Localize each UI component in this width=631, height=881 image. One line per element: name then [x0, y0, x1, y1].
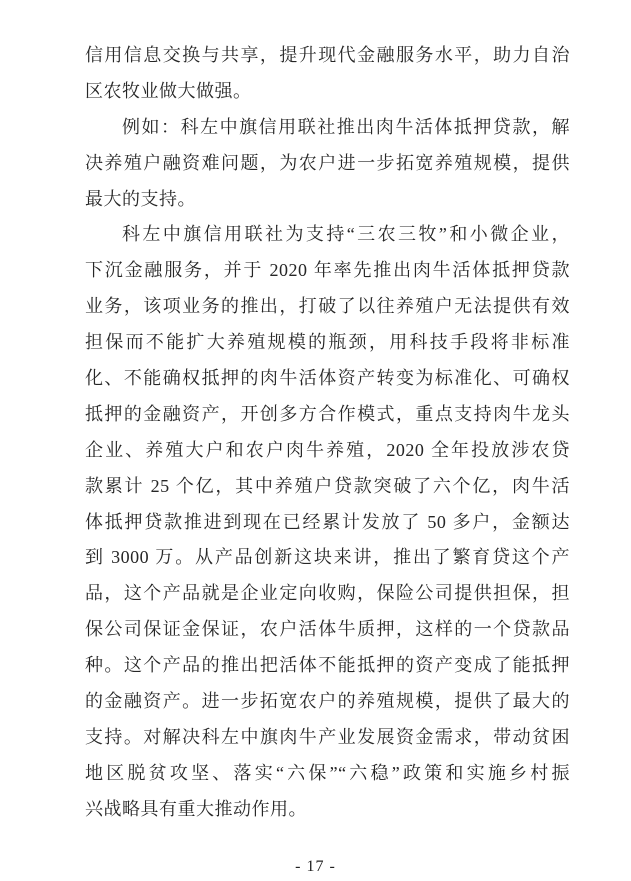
text-line: 区农牧业做大做强。	[85, 80, 252, 101]
text-line: 抵押的金融资产，开创多方合作模式，重点支持肉牛龙头	[85, 403, 570, 424]
text-line: 科左中旗信用联社为支持“三农三牧”和小微企业，	[122, 224, 570, 245]
text-line: 的金融资产。进一步拓宽农户的养殖规模，提供了最大的	[85, 691, 570, 712]
text-line: 例如：科左中旗信用联社推出肉牛活体抵押贷款，解	[122, 116, 570, 137]
text-line: 决养殖户融资难问题，为农户进一步拓宽养殖规模，提供	[85, 152, 570, 173]
text-line: 体抵押贷款推进到现在已经累计发放了 50 多户，金额达	[85, 511, 570, 532]
text-line: 种。这个产品的推出把活体不能抵押的资产变成了能抵押	[85, 655, 570, 676]
text-line: 品，这个产品就是企业定向收购，保险公司提供担保，担	[85, 583, 570, 604]
text-line: 地区脱贫攻坚、落实“六保”“六稳”政策和实施乡村振	[85, 762, 570, 783]
text-line: 到 3000 万。从产品创新这块来讲，推出了繁育贷这个产	[85, 547, 570, 568]
text-line: 款累计 25 个亿，其中养殖户贷款突破了六个亿，肉牛活	[85, 475, 570, 496]
text-line: 兴战略具有重大推动作用。	[85, 798, 307, 819]
page-body	[85, 38, 570, 828]
text-line: 担保而不能扩大养殖规模的瓶颈，用科技手段将非标准	[85, 332, 570, 353]
text-line: 业务，该项业务的推出，打破了以往养殖户无法提供有效	[85, 296, 570, 317]
text-line: 化、不能确权抵押的肉牛活体资产转变为标准化、可确权	[85, 368, 570, 389]
text-line: 下沉金融服务，并于 2020 年率先推出肉牛活体抵押贷款	[85, 260, 570, 281]
text-line: 信用信息交换与共享，提升现代金融服务水平，助力自治	[85, 45, 570, 65]
text-line: 企业、养殖大户和农户肉牛养殖，2020 全年投放涉农贷	[85, 439, 570, 460]
text-line: 支持。对解决科左中旗肉牛产业发展资金需求，带动贫困	[85, 726, 570, 747]
page-number: - 17 -	[295, 858, 336, 875]
text-line: 保公司保证金保证，农户活体牛质押，这样的一个贷款品	[85, 619, 570, 640]
text-line: 最大的支持。	[85, 188, 196, 209]
